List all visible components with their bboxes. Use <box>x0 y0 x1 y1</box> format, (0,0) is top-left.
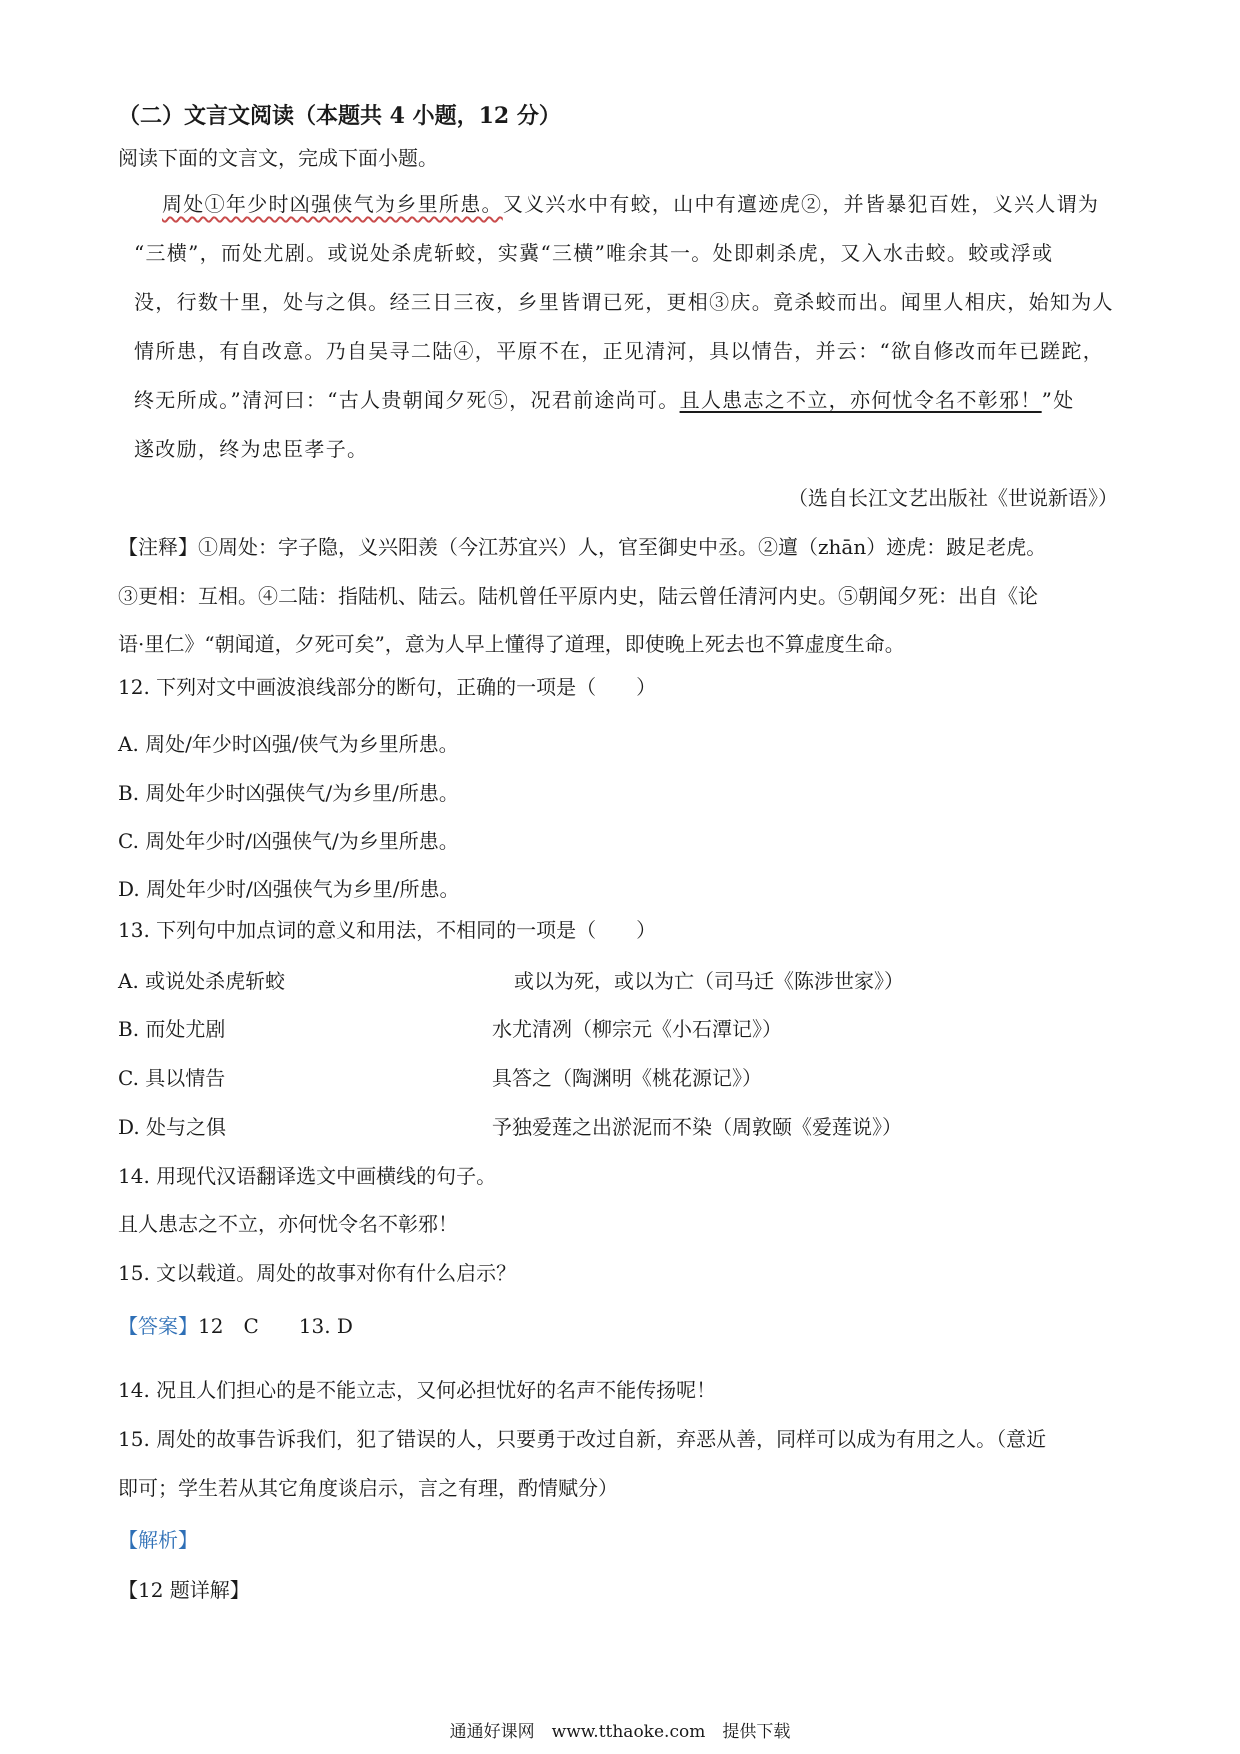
passage-line-5 <box>134 388 1075 412</box>
answer-label: 【答案】 <box>118 1314 198 1338</box>
q13-option-a-left: A. 或说处杀虎斩蛟 <box>118 969 286 993</box>
answer-line <box>118 1314 353 1338</box>
q13-option-a-right: 或以为死，或以为亡（司马迁《陈涉世家》） <box>514 969 904 993</box>
q13-option-c-left: C. 具以情告 <box>118 1066 226 1090</box>
underlined-sentence: 且人患志之不立，亦何忧令名不彰邪！ <box>679 388 1042 412</box>
note-line-3: 语·里仁》“朝闻道，夕死可矣”，意为人早上懂得了道理，即使晚上死去也不算虚度生命。 <box>118 632 905 656</box>
question-13-stem: 13. 下列句中加点词的意义和用法，不相同的一项是（ ） <box>118 918 657 942</box>
detail-label-12: 【12 题详解】 <box>118 1578 250 1602</box>
note-line-2: ③更相：互相。④二陆：指陆机、陆云。陆机曾任平原内史，陆云曾任清河内史。⑤朝闻夕死：出自《论 <box>118 584 1038 608</box>
question-15-stem: 15. 文以载道。周处的故事对你有什么启示？ <box>118 1261 517 1285</box>
passage-line-6: 遂改励，终为忠臣孝子。 <box>134 437 369 461</box>
note-line-1: 【注释】①周处：字子隐，义兴阳羡（今江苏宜兴）人，官至御史中丞。②邅（zhān）迹虎：跛足老虎。 <box>118 535 1047 559</box>
passage-line-5-a: 终无所成。”清河曰：“古人贵朝闻夕死⑤，况君前途尚可。 <box>134 388 680 412</box>
passage-line-1-rest: 又义兴水中有蛟，山中有邅迹虎②，并皆暴犯百姓，义兴人谓为 <box>502 192 1100 216</box>
passage-line-1 <box>162 192 1099 216</box>
q13-option-c-right: 具答之（陶渊明《桃花源记》） <box>492 1066 762 1090</box>
q12-option-b: B. 周处年少时凶强侠气/为乡里/所患。 <box>118 781 459 805</box>
wavy-underlined-phrase: 周处①年少时凶强侠气为乡里所患。 <box>162 192 503 216</box>
q13-option-d-right: 予独爱莲之出淤泥而不染（周敦颐《爱莲说》） <box>492 1115 902 1139</box>
q13-option-b-left: B. 而处尤剧 <box>118 1017 226 1041</box>
analysis-label: 【解析】 <box>118 1528 198 1552</box>
passage-line-2: “三横”，而处尤剧。或说处杀虎斩蛟，实冀“三横”唯余其一。处即刺杀虎，又入水击蛟。蛟或浮或 <box>134 241 1054 265</box>
passage-line-4: 情所患，有自改意。乃自吴寻二陆④，平原不在，正见清河，具以情告，并云：“欲自修改而年已蹉跎， <box>134 339 1105 363</box>
q12-option-a: A. 周处/年少时凶强/侠气为乡里所患。 <box>118 732 459 756</box>
q13-option-d-left: D. 处与之俱 <box>118 1115 227 1139</box>
answer-15-line-2: 即可；学生若从其它角度谈启示，言之有理，酌情赋分） <box>118 1476 618 1500</box>
passage-line-5-b: ”处 <box>1041 388 1075 412</box>
question-14-stem: 14. 用现代汉语翻译选文中画横线的句子。 <box>118 1164 497 1188</box>
question-12-stem: 12. 下列对文中画波浪线部分的断句，正确的一项是（ ） <box>118 675 657 699</box>
answer-12-13: 12 C 13. D <box>198 1314 353 1338</box>
q12-option-d: D. 周处年少时/凶强侠气为乡里/所患。 <box>118 877 460 901</box>
q13-option-b-right: 水尤清冽（柳宗元《小石潭记》） <box>492 1017 782 1041</box>
section-title: （二）文言文阅读（本题共 4 小题，12 分） <box>118 103 561 129</box>
question-14-sentence: 且人患志之不立，亦何忧令名不彰邪！ <box>118 1212 458 1236</box>
answer-15-line-1: 15. 周处的故事告诉我们，犯了错误的人，只要勇于改过自新，弃恶从善，同样可以成为有用之人。（意近 <box>118 1427 1047 1451</box>
passage-line-3: 没，行数十里，处与之俱。经三日三夜，乡里皆谓已死，更相③庆。竟杀蛟而出。闻里人相庆，始知为人 <box>134 290 1114 314</box>
page-footer: 通通好课网 www.tthaoke.com 提供下载 <box>449 1722 791 1742</box>
q12-option-c: C. 周处年少时/凶强侠气/为乡里所患。 <box>118 829 459 853</box>
source-citation: （选自长江文艺出版社《世说新语》） <box>788 486 1118 510</box>
instruction: 阅读下面的文言文，完成下面小题。 <box>118 146 438 170</box>
answer-14: 14. 况且人们担心的是不能立志，又何必担忧好的名声不能传扬呢！ <box>118 1378 717 1402</box>
